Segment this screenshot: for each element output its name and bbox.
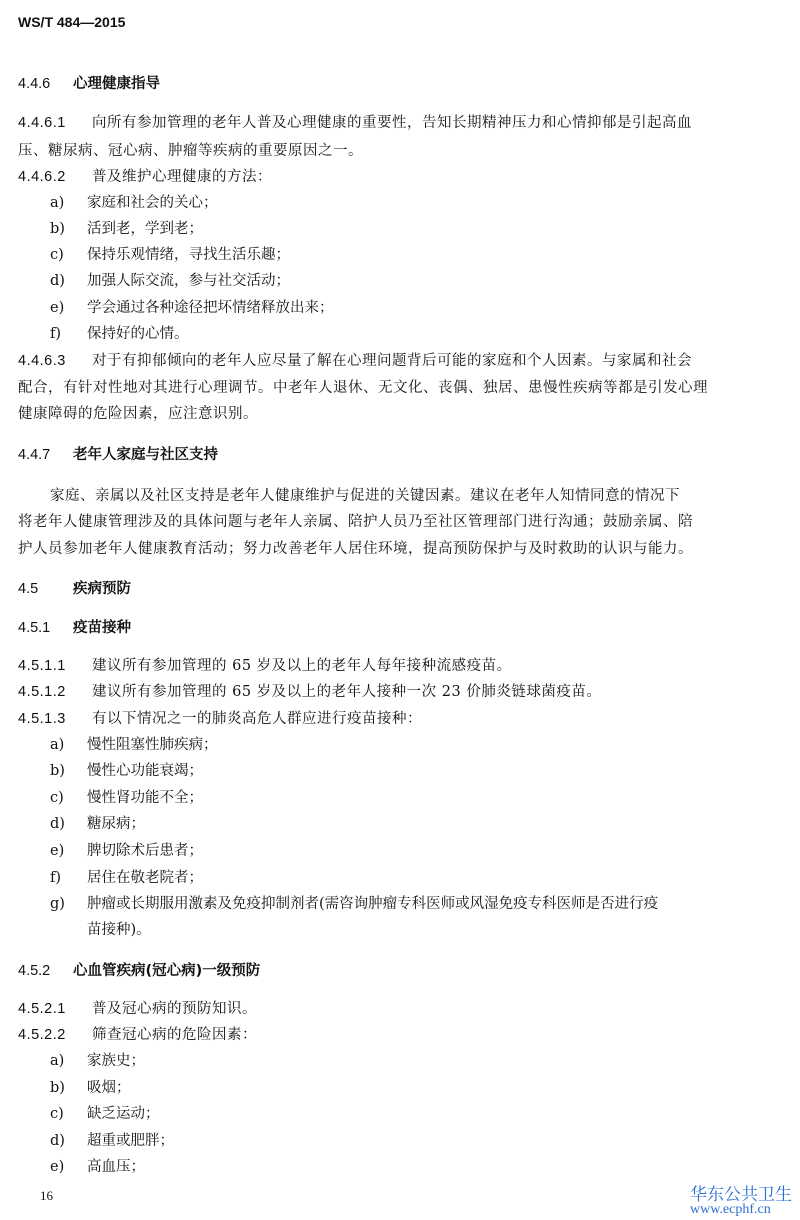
clause-text: 筛查冠心病的危险因素： <box>92 1027 257 1043</box>
list-item <box>50 895 658 913</box>
list-label: b) <box>50 1080 65 1096</box>
clause-continuation: 健康障碍的危险因素，应注意识别。 <box>18 406 258 422</box>
list-text: 慢性肾功能不全； <box>87 790 203 806</box>
section-title: 心血管疾病(冠心病)一级预防 <box>73 963 261 979</box>
list-item <box>50 869 203 887</box>
clause-text: 对于有抑郁倾向的老年人应尽量了解在心理问题背后可能的家庭和个人因素。与家属和社会 <box>92 353 692 369</box>
list-text: 慢性阻塞性肺疾病； <box>87 737 218 753</box>
list-item-continuation: 苗接种)。 <box>87 922 151 938</box>
list-item <box>50 325 189 343</box>
clause-number: 4.5.2.2 <box>18 1027 66 1043</box>
list-label: e) <box>50 300 65 316</box>
clause-4-4-6-2 <box>18 168 272 186</box>
section-number: 4.4.7 <box>18 447 51 463</box>
clause-4-5-2-1 <box>18 1000 257 1018</box>
clause-number: 4.5.1.1 <box>18 658 66 674</box>
list-label: f) <box>50 870 62 886</box>
list-item <box>50 1158 145 1176</box>
list-item <box>50 299 334 317</box>
paragraph-line: 家庭、亲属以及社区支持是老年人健康维护与促进的关键因素。建议在老年人知情同意的情况下 <box>50 488 680 504</box>
list-item <box>50 815 145 833</box>
clause-4-4-6-3 <box>18 352 692 370</box>
list-item <box>50 1079 131 1097</box>
clause-number: 4.5.1.2 <box>18 684 66 700</box>
list-label: a) <box>50 737 65 753</box>
clause-continuation: 压、糖尿病、冠心病、肿瘤等疾病的重要原因之一。 <box>18 143 363 159</box>
list-label: b) <box>50 763 65 779</box>
list-label: a) <box>50 195 65 211</box>
list-label: a) <box>50 1053 65 1069</box>
list-text: 缺乏运动； <box>87 1106 160 1122</box>
watermark-url: www.ecphf.cn <box>690 1202 771 1217</box>
clause-number: 4.4.6.3 <box>18 353 66 369</box>
paragraph-line: 将老年人健康管理涉及的具体问题与老年人亲属、陪护人员乃至社区管理部门进行沟通；鼓励亲属、陪 <box>18 514 693 530</box>
list-item <box>50 1132 174 1150</box>
list-label: d) <box>50 273 65 289</box>
clause-number: 4.5.2.1 <box>18 1001 66 1017</box>
list-text: 超重或肥胖； <box>87 1133 174 1149</box>
clause-text: 建议所有参加管理的 65 岁及以上的老年人每年接种流感疫苗。 <box>92 658 512 674</box>
list-text: 肿瘤或长期服用激素及免疫抑制剂者(需咨询肿瘤专科医师或风湿免疫专科医师是否进行疫 <box>87 896 659 912</box>
section-heading-4-4-7 <box>18 446 218 464</box>
list-text: 慢性心功能衰竭； <box>87 763 203 779</box>
section-number: 4.5 <box>18 581 39 597</box>
list-text: 高血压； <box>87 1159 145 1175</box>
list-text: 脾切除术后患者； <box>87 843 203 859</box>
list-item <box>50 194 218 212</box>
page-number: 16 <box>40 1188 53 1203</box>
clause-number: 4.4.6.1 <box>18 115 66 131</box>
clause-4-5-2-2 <box>18 1026 257 1044</box>
clause-number: 4.4.6.2 <box>18 169 66 185</box>
section-title: 疾病预防 <box>73 581 131 597</box>
list-text: 家族史； <box>87 1053 145 1069</box>
clause-text: 普及冠心病的预防知识。 <box>92 1001 257 1017</box>
clause-4-5-1-1 <box>18 657 512 675</box>
list-item <box>50 220 203 238</box>
list-item <box>50 1105 160 1123</box>
section-title: 疫苗接种 <box>73 620 131 636</box>
list-label: e) <box>50 843 65 859</box>
watermark-title: 华东公共卫生 <box>690 1185 792 1205</box>
list-text: 保持乐观情绪，寻找生活乐趣； <box>87 247 290 263</box>
list-item <box>50 762 203 780</box>
list-label: f) <box>50 326 62 342</box>
clause-text: 建议所有参加管理的 65 岁及以上的老年人接种一次 23 价肺炎链球菌疫苗。 <box>92 684 602 700</box>
list-text: 活到老，学到老； <box>87 221 203 237</box>
list-text: 家庭和社会的关心； <box>87 195 218 211</box>
clause-4-5-1-3 <box>18 710 422 728</box>
list-text: 居住在敬老院者； <box>87 870 203 886</box>
list-label: c) <box>50 1106 64 1122</box>
list-text: 保持好的心情。 <box>87 326 189 342</box>
section-heading-4-5 <box>18 580 131 598</box>
document-id: WS/T 484—2015 <box>18 14 126 30</box>
clause-text: 向所有参加管理的老年人普及心理健康的重要性，告知长期精神压力和心情抑郁是引起高血 <box>92 115 692 131</box>
list-item <box>50 1052 145 1070</box>
list-item <box>50 842 203 860</box>
list-label: e) <box>50 1159 65 1175</box>
section-heading-4-5-1 <box>18 619 131 637</box>
clause-4-5-1-2 <box>18 683 601 701</box>
clause-text: 有以下情况之一的肺炎高危人群应进行疫苗接种： <box>92 711 422 727</box>
list-label: d) <box>50 816 65 832</box>
clause-continuation: 配合，有针对性地对其进行心理调节。中老年人退休、无文化、丧偶、独居、患慢性疾病等都是引发心理 <box>18 380 708 396</box>
list-label: c) <box>50 790 64 806</box>
list-label: d) <box>50 1133 65 1149</box>
section-number: 4.4.6 <box>18 76 51 92</box>
paragraph-line: 护人员参加老年人健康教育活动；努力改善老年人居住环境，提高预防保护与及时救助的认识与能力。 <box>18 541 693 557</box>
list-label: b) <box>50 221 65 237</box>
section-number: 4.5.1 <box>18 620 51 636</box>
section-number: 4.5.2 <box>18 963 51 979</box>
list-text: 糖尿病； <box>87 816 145 832</box>
section-heading-4-5-2 <box>18 962 260 980</box>
list-item <box>50 789 203 807</box>
section-heading-4-4-6 <box>18 75 160 93</box>
list-text: 学会通过各种途径把坏情绪释放出来； <box>87 300 334 316</box>
clause-text: 普及维护心理健康的方法： <box>92 169 272 185</box>
list-item <box>50 736 218 754</box>
list-text: 加强人际交流，参与社交活动； <box>87 273 290 289</box>
clause-number: 4.5.1.3 <box>18 711 66 727</box>
list-text: 吸烟； <box>87 1080 131 1096</box>
list-item <box>50 246 290 264</box>
list-label: g) <box>50 896 65 912</box>
list-label: c) <box>50 247 64 263</box>
clause-4-4-6-1 <box>18 114 692 132</box>
section-title: 心理健康指导 <box>73 76 160 92</box>
list-item <box>50 272 290 290</box>
section-title: 老年人家庭与社区支持 <box>73 447 218 463</box>
